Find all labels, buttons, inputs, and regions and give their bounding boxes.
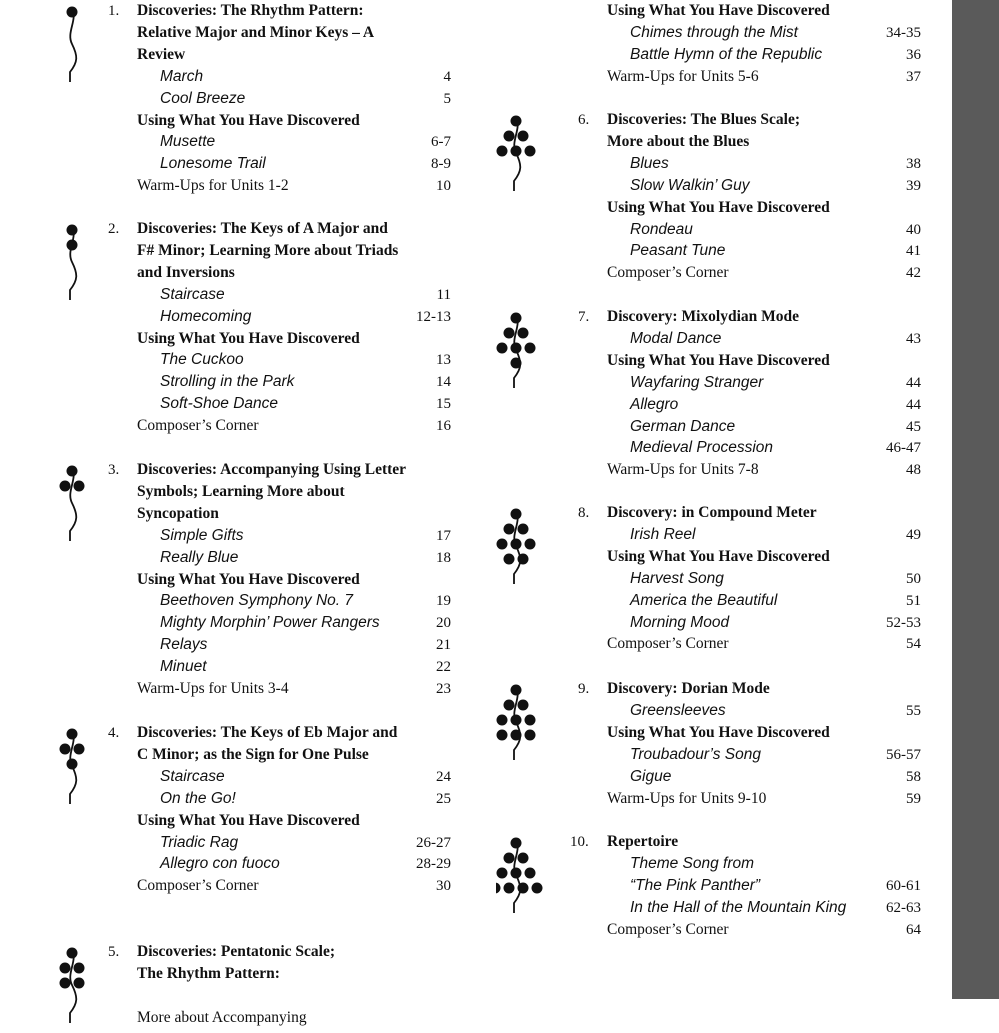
unit-heading-line: C Minor; as the Sign for One Pulse [137, 745, 369, 763]
unit-number: 8. [578, 505, 590, 521]
tree-dot [504, 700, 515, 711]
tree-dot [511, 146, 522, 157]
page-number: 11 [436, 286, 451, 303]
unit-tree-icon [496, 111, 552, 201]
unit-heading-line: Discoveries: The Rhythm Pattern: [137, 2, 364, 19]
page-number: 50 [906, 570, 921, 587]
tree-dot [74, 963, 85, 974]
tree-dot [504, 131, 515, 142]
piece-title: Rondeau [630, 220, 693, 238]
unit-tree-icon [52, 724, 108, 814]
toc-entry: Composer’s Corner [137, 877, 259, 895]
section-heading: Using What You Have Discovered [607, 351, 830, 369]
unit-number: 6. [578, 112, 590, 128]
tree-dot [525, 343, 536, 354]
tree-dot [511, 685, 522, 696]
page-number: 5 [443, 90, 451, 107]
page-number: 6-7 [431, 134, 451, 151]
page-number: 36 [906, 46, 921, 63]
unit-number: 9. [578, 681, 590, 697]
section-heading: Using What You Have Discovered [607, 2, 830, 19]
unit-heading-line: More about the Blues [607, 132, 750, 150]
piece-title: Minuet [160, 658, 207, 676]
piece-title: Mighty Morphin’ Power Rangers [160, 614, 380, 632]
tree-dot [518, 524, 529, 535]
unit-heading-line: Discovery: Dorian Mode [607, 680, 770, 697]
tree-dot [504, 524, 515, 535]
section-heading: Using What You Have Discovered [607, 547, 830, 565]
piece-title: Theme Song from [630, 854, 755, 872]
tree-dot [67, 240, 78, 251]
page-number: 15 [436, 396, 451, 413]
piece-title: Soft-Shoe Dance [160, 395, 279, 413]
tree-dot [504, 853, 515, 864]
tree-dot [511, 868, 522, 879]
piece-title: Allegro con fuoco [160, 855, 280, 873]
tree-dot [511, 730, 522, 741]
tree-dot [60, 978, 71, 989]
piece-title: The Cuckoo [160, 351, 244, 369]
page-number: 59 [906, 790, 921, 807]
unit-heading-line: and Inversions [137, 263, 235, 281]
page-number: 41 [906, 243, 921, 260]
page-number: 8-9 [431, 156, 451, 173]
page-number: 44 [906, 374, 921, 391]
unit-heading-line: The Rhythm Pattern: [137, 964, 280, 982]
tree-dot [67, 759, 78, 770]
piece-title: Gigue [630, 767, 672, 785]
page-edge-bar [952, 0, 999, 999]
tree-dot [532, 883, 543, 894]
piece-title: Medieval Procession [630, 439, 774, 457]
toc-entry: Composer’s Corner [137, 417, 259, 435]
page-number: 12-13 [416, 308, 451, 325]
piece-title: Modal Dance [630, 329, 722, 347]
unit-tree-icon [496, 308, 552, 398]
piece-title: German Dance [630, 417, 736, 435]
page-number: 20 [436, 615, 451, 632]
page-number: 40 [906, 221, 921, 238]
unit-heading-line: F# Minor; Learning More about Triads [137, 241, 399, 259]
tree-dot [67, 7, 78, 18]
unit-tree-icon [496, 504, 552, 594]
piece-title: Allegro [630, 395, 679, 413]
tree-dot [497, 146, 508, 157]
piece-title: Staircase [160, 767, 225, 785]
tree-dot [518, 700, 529, 711]
piece-title: America the Beautiful [630, 591, 778, 609]
section-heading: Using What You Have Discovered [137, 329, 360, 347]
section-heading: Using What You Have Discovered [607, 723, 830, 741]
tree-dot [60, 744, 71, 755]
page-number: 42 [906, 265, 921, 282]
page-number: 14 [436, 374, 451, 391]
unit-heading-line: Review [137, 45, 186, 63]
unit-tree-icon [52, 943, 108, 1033]
tree-dot [511, 358, 522, 369]
unit-number: 7. [578, 309, 590, 325]
toc-entry: Warm-Ups for Units 1-2 [137, 177, 289, 195]
unit-heading-line: Discoveries: The Keys of Eb Major and [137, 724, 398, 741]
piece-title: Irish Reel [630, 525, 696, 543]
piece-title: Really Blue [160, 548, 239, 566]
unit-number: 2. [108, 221, 120, 237]
section-heading: Using What You Have Discovered [137, 111, 360, 129]
page-number: 13 [436, 352, 451, 369]
page-number: 60-61 [886, 877, 921, 894]
tree-dot [74, 744, 85, 755]
unit-heading-line: Discoveries: The Keys of A Major and [137, 220, 388, 237]
page-number: 21 [436, 637, 451, 654]
page-number: 25 [436, 790, 451, 807]
piece-title: Troubadour’s Song [630, 745, 761, 763]
tree-dot [518, 853, 529, 864]
unit-number: 4. [108, 725, 120, 741]
toc-entry: Warm-Ups for Units 3-4 [137, 680, 289, 697]
tree-dot [511, 343, 522, 354]
unit-tree-icon [52, 2, 108, 92]
tree-dot [504, 554, 515, 565]
unit-tree-icon [496, 680, 552, 770]
page-number: 18 [436, 549, 451, 566]
section-heading: Using What You Have Discovered [607, 198, 830, 216]
page-number: 24 [436, 768, 451, 785]
unit-heading-line: Discovery: in Compound Meter [607, 504, 817, 521]
page-number: 38 [906, 155, 921, 172]
page-number: 22 [436, 659, 451, 676]
piece-title: Slow Walkin’ Guy [630, 176, 750, 194]
unit-number: 1. [108, 3, 120, 19]
piece-title: On the Go! [160, 789, 236, 807]
tree-dot [518, 883, 529, 894]
page-number: 34-35 [886, 24, 921, 41]
unit-heading-line: Symbols; Learning More about [137, 482, 345, 500]
piece-title: In the Hall of the Mountain King [630, 898, 847, 916]
tree-dot [504, 328, 515, 339]
tree-dot [511, 715, 522, 726]
tree-dot [60, 963, 71, 974]
tree-dot [511, 313, 522, 324]
piece-title: Musette [160, 133, 216, 151]
unit-number: 3. [108, 462, 120, 478]
tree-dot [497, 343, 508, 354]
piece-title: Strolling in the Park [160, 373, 295, 391]
piece-title: “The Pink Panther” [630, 876, 761, 894]
piece-title: Relays [160, 636, 208, 654]
page-number: 52-53 [886, 614, 921, 631]
toc-entry: Warm-Ups for Units 7-8 [607, 461, 759, 479]
tree-dot [518, 554, 529, 565]
section-heading: Using What You Have Discovered [137, 570, 360, 588]
unit-tree-icon [496, 833, 552, 923]
page-number: 16 [436, 418, 451, 435]
tree-dot [525, 146, 536, 157]
unit-tree-icon [52, 461, 108, 551]
toc-entry: Warm-Ups for Units 9-10 [607, 789, 767, 807]
tree-dot [497, 715, 508, 726]
tree-dot [525, 868, 536, 879]
piece-title: Chimes through the Mist [630, 23, 798, 41]
piece-title: Simple Gifts [160, 526, 244, 544]
piece-title: March [160, 67, 204, 85]
piece-title: Battle Hymn of the Republic [630, 45, 823, 63]
page-number: 46-47 [886, 440, 921, 457]
toc-entry: Composer’s Corner [607, 635, 729, 653]
piece-title: Peasant Tune [630, 242, 726, 260]
page-number: 23 [436, 681, 451, 697]
tree-dot [60, 481, 71, 492]
unit-heading-line: Relative Major and Minor Keys – A [137, 23, 375, 41]
page-number: 48 [906, 462, 921, 479]
unit-number: 10. [570, 834, 589, 850]
tree-dot [511, 509, 522, 520]
page-number: 17 [436, 527, 451, 544]
piece-title: Staircase [160, 285, 225, 303]
tree-dot [511, 539, 522, 550]
unit-heading-line: Discoveries: Pentatonic Scale; [137, 943, 335, 960]
unit-tree-icon [52, 220, 108, 310]
tree-dot [511, 116, 522, 127]
page-number: 64 [906, 921, 921, 938]
page-number: 30 [436, 878, 451, 895]
piece-title: Beethoven Symphony No. 7 [160, 592, 354, 610]
page-number: 4 [443, 68, 451, 85]
piece-title: Lonesome Trail [160, 155, 266, 173]
tree-dot [497, 868, 508, 879]
tree-dot [67, 225, 78, 236]
toc-entry: Composer’s Corner [607, 920, 729, 938]
tree-dot [518, 328, 529, 339]
tree-dot [67, 948, 78, 959]
page-number: 28-29 [416, 856, 451, 873]
page-number: 39 [906, 177, 921, 194]
tree-dot [525, 539, 536, 550]
page-number: 26-27 [416, 834, 451, 851]
tree-dot [497, 730, 508, 741]
page-number: 19 [436, 593, 451, 610]
tree-dot [504, 883, 515, 894]
piece-title: Blues [630, 154, 669, 172]
tree-dot [525, 730, 536, 741]
unit-heading-line: Discovery: Mixolydian Mode [607, 308, 800, 325]
toc-entry: Composer’s Corner [607, 264, 729, 282]
piece-title: Wayfaring Stranger [630, 373, 764, 391]
tree-dot [67, 466, 78, 477]
unit-heading-line: Discoveries: Accompanying Using Letter [137, 461, 407, 478]
tree-dot [525, 715, 536, 726]
page-number: 37 [906, 68, 921, 85]
page-number: 55 [906, 702, 921, 719]
page-number: 43 [906, 330, 921, 347]
tree-dot [518, 131, 529, 142]
tree-dot [496, 883, 501, 894]
tree-dot [74, 978, 85, 989]
tree-dot [497, 539, 508, 550]
piece-title: Greensleeves [630, 701, 726, 719]
tree-dot [67, 729, 78, 740]
page-number: 44 [906, 396, 921, 413]
unit-heading-line: Syncopation [137, 504, 219, 522]
page-number: 45 [906, 418, 921, 435]
page-number: 51 [906, 592, 921, 609]
page-number: 58 [906, 768, 921, 785]
piece-title: Harvest Song [630, 569, 724, 587]
piece-title: Morning Mood [630, 613, 730, 631]
section-heading: Using What You Have Discovered [137, 811, 360, 829]
page-number: 62-63 [886, 899, 921, 916]
tree-dot [74, 481, 85, 492]
piece-title: Homecoming [160, 307, 252, 325]
piece-title: Triadic Rag [160, 833, 239, 851]
page-number: 49 [906, 526, 921, 543]
page-number: 56-57 [886, 746, 921, 763]
toc-entry: More about Accompanying [137, 1008, 307, 1026]
piece-title: Cool Breeze [160, 89, 246, 107]
unit-heading-line: Discoveries: The Blues Scale; [607, 111, 801, 128]
tree-dot [511, 838, 522, 849]
page-number: 54 [906, 636, 921, 653]
unit-number: 5. [108, 944, 120, 960]
toc-entry: Warm-Ups for Units 5-6 [607, 67, 759, 85]
unit-heading-line: Repertoire [607, 833, 679, 850]
page-number: 10 [436, 178, 451, 195]
